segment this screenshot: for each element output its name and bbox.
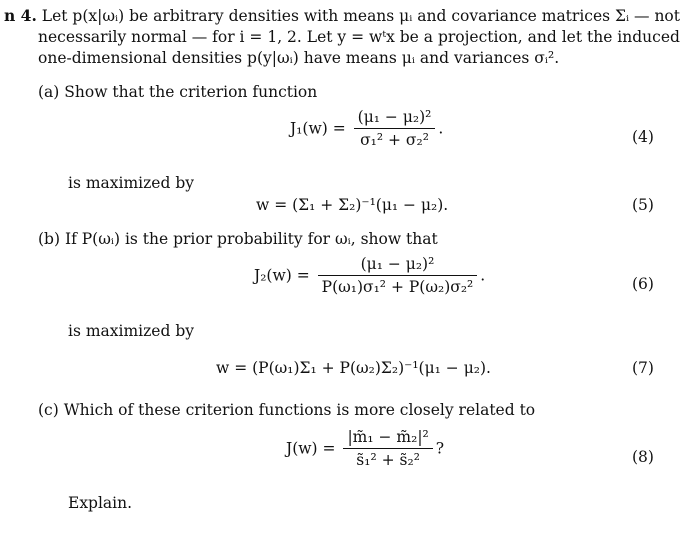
- equation-7: w = (P(ω₁)Σ₁ + P(ω₂)Σ₂)⁻¹(μ₁ − μ₂).: [216, 359, 491, 377]
- equation-8: [286, 428, 444, 469]
- equation-8-tag: (8): [632, 448, 654, 466]
- equation-4-tag: (4): [632, 128, 654, 146]
- part-b-maximized-label: is maximized by: [68, 322, 194, 340]
- equation-5: w = (Σ₁ + Σ₂)⁻¹(μ₁ − μ₂).: [256, 196, 449, 214]
- eq8-denominator: s̃₁² + s̃₂²: [356, 451, 420, 469]
- equation-6-tag: (6): [632, 275, 654, 293]
- problem-number: n 4.: [4, 6, 37, 25]
- part-c-prompt: (c) Which of these criterion functions is more closely related to: [38, 401, 536, 419]
- part-b-prompt: (b) If P(ωᵢ) is the prior probability for ωᵢ, show that: [38, 230, 438, 248]
- eq6-lhs: J₂(w) =: [254, 266, 310, 285]
- equation-5-tag: (5): [632, 196, 654, 214]
- eq6-fraction: [318, 255, 478, 296]
- equation-4: [290, 108, 443, 149]
- eq8-lhs: J(w) =: [286, 439, 336, 458]
- part-c-explain: Explain.: [68, 494, 133, 512]
- eq4-lhs: J₁(w) =: [290, 119, 346, 138]
- eq8-fraction: [343, 428, 432, 469]
- problem-intro-line-3: one-dimensional densities p(y|ωᵢ) have means μᵢ and variances σᵢ².: [38, 49, 560, 67]
- intro-line-1-text: Let p(x|ωᵢ) be arbitrary densities with means μᵢ and covariance matrices Σᵢ — not: [41, 7, 680, 25]
- problem-intro-line-2: necessarily normal — for i = 1, 2. Let y = wᵗx be a projection, and let the induced: [38, 28, 680, 46]
- part-a-maximized-label: is maximized by: [68, 174, 194, 192]
- eq4-fraction: [354, 108, 436, 149]
- eq6-end: .: [480, 266, 486, 285]
- eq6-numerator: (μ₁ − μ₂)²: [360, 255, 435, 273]
- eq4-denominator: σ₁² + σ₂²: [360, 131, 429, 149]
- eq4-numerator: (μ₁ − μ₂)²: [357, 108, 432, 126]
- part-a-prompt: (a) Show that the criterion function: [38, 83, 318, 101]
- problem-intro-line-1: [4, 6, 680, 26]
- equation-6: [254, 255, 485, 296]
- eq6-denominator: P(ω₁)σ₁² + P(ω₂)σ₂²: [321, 278, 474, 296]
- eq4-end: .: [438, 119, 444, 138]
- eq8-numerator: |m̃₁ − m̃₂|²: [347, 428, 429, 446]
- eq8-end: ?: [435, 439, 445, 458]
- equation-7-tag: (7): [632, 359, 654, 377]
